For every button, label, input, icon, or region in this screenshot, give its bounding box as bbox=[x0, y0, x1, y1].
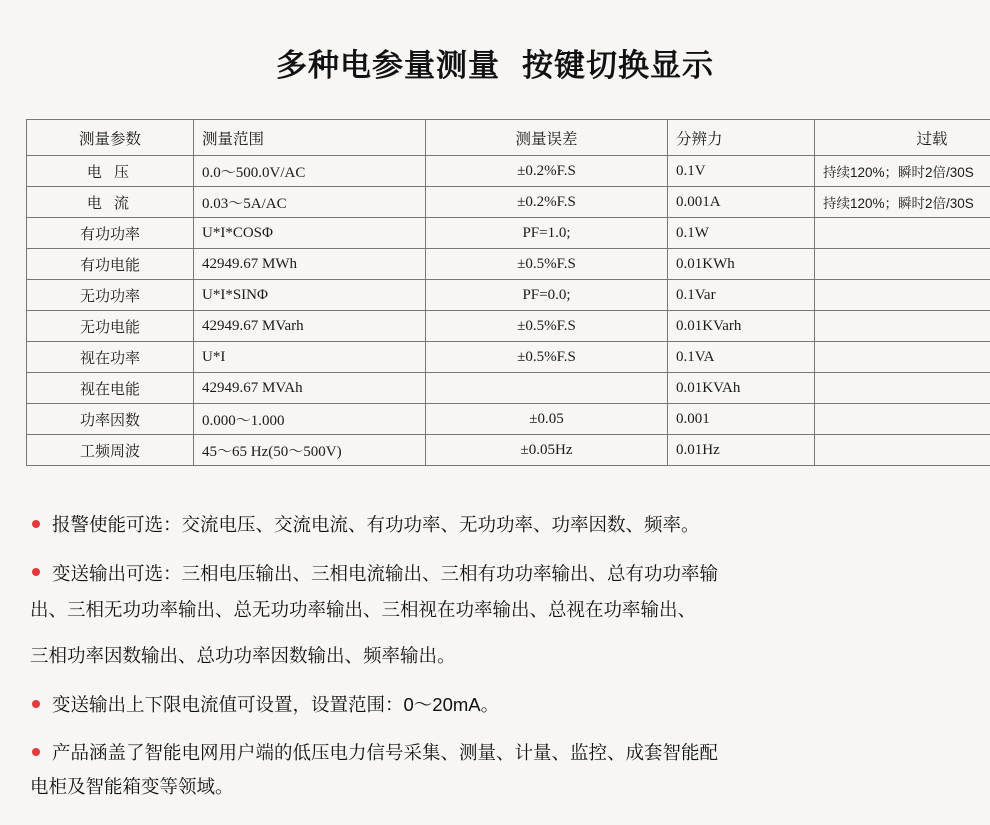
cell-range: U*I*SINΦ bbox=[194, 280, 426, 311]
bullet-line: 电柜及智能箱变等领域。 bbox=[30, 776, 234, 797]
table-row bbox=[27, 187, 990, 218]
cell-error: PF=0.0; bbox=[426, 280, 668, 311]
cell-resolution: 0.1V bbox=[668, 156, 815, 187]
cell-overload bbox=[815, 218, 990, 249]
bullet-dot-icon bbox=[32, 748, 40, 756]
cell-param: 无功电能 bbox=[27, 311, 194, 342]
cell-overload bbox=[815, 280, 990, 311]
table-header-row bbox=[27, 120, 990, 156]
bullet-dot-icon bbox=[32, 520, 40, 528]
table-row bbox=[27, 373, 990, 404]
bullet-line: 产品涵盖了智能电网用户端的低压电力信号采集、测量、计量、监控、成套智能配 bbox=[52, 742, 719, 763]
cell-overload: 持续120%；瞬时2倍/30S bbox=[815, 156, 990, 187]
cell-resolution: 0.1W bbox=[668, 218, 815, 249]
cell-error: ±0.5%F.S bbox=[426, 342, 668, 373]
cell-param: 工频周波 bbox=[27, 435, 194, 466]
table-row bbox=[27, 435, 990, 466]
table-row bbox=[27, 342, 990, 373]
cell-range: U*I*COSΦ bbox=[194, 218, 426, 249]
cell-resolution: 0.01KVAh bbox=[668, 373, 815, 404]
bullet-item bbox=[30, 736, 960, 804]
page-title-part1: 多种电参量测量 bbox=[276, 48, 500, 83]
cell-overload bbox=[815, 373, 990, 404]
bullet-item bbox=[30, 688, 960, 722]
column-header-param: 测量参数 bbox=[27, 120, 194, 156]
cell-range: 42949.67 MWh bbox=[194, 249, 426, 280]
cell-param: 视在电能 bbox=[27, 373, 194, 404]
table-row bbox=[27, 311, 990, 342]
cell-range: 42949.67 MVarh bbox=[194, 311, 426, 342]
cell-error: ±0.2%F.S bbox=[426, 156, 668, 187]
cell-resolution: 0.01KWh bbox=[668, 249, 815, 280]
cell-resolution: 0.001A bbox=[668, 187, 815, 218]
cell-param: 有功电能 bbox=[27, 249, 194, 280]
cell-error: ±0.5%F.S bbox=[426, 249, 668, 280]
cell-resolution: 0.1Var bbox=[668, 280, 815, 311]
page-title bbox=[0, 0, 990, 85]
cell-error: ±0.05Hz bbox=[426, 435, 668, 466]
cell-param: 功率因数 bbox=[27, 404, 194, 435]
cell-overload bbox=[815, 404, 990, 435]
cell-param: 电 压 bbox=[27, 156, 194, 187]
bullet-dot-icon bbox=[32, 700, 40, 708]
bullet-line: 变送输出上下限电流值可设置，设置范围：0～20mA。 bbox=[52, 694, 500, 715]
cell-range: 42949.67 MVAh bbox=[194, 373, 426, 404]
cell-resolution: 0.01KVarh bbox=[668, 311, 815, 342]
cell-error: ±0.2%F.S bbox=[426, 187, 668, 218]
bullet-line: 三相功率因数输出、总功功率因数输出、频率输出。 bbox=[30, 645, 456, 666]
column-header-resolution: 分辨力 bbox=[668, 120, 815, 156]
cell-range: 0.0～500.0V/AC bbox=[194, 156, 426, 187]
cell-resolution: 0.01Hz bbox=[668, 435, 815, 466]
cell-overload bbox=[815, 311, 990, 342]
cell-overload bbox=[815, 249, 990, 280]
cell-range: U*I bbox=[194, 342, 426, 373]
spec-table-head bbox=[27, 120, 990, 156]
cell-error bbox=[426, 373, 668, 404]
cell-overload: 持续120%；瞬时2倍/30S bbox=[815, 187, 990, 218]
spec-table-container bbox=[26, 119, 974, 466]
column-header-error: 测量误差 bbox=[426, 120, 668, 156]
table-row bbox=[27, 218, 990, 249]
spec-table-body bbox=[27, 156, 990, 466]
bullet-line: 出、三相无功功率输出、总无功功率输出、三相视在功率输出、总视在功率输出、 bbox=[30, 599, 697, 620]
cell-range: 45～65 Hz(50～500V) bbox=[194, 435, 426, 466]
bullet-list bbox=[30, 508, 960, 804]
spec-table bbox=[26, 119, 990, 466]
table-row bbox=[27, 249, 990, 280]
bullet-item bbox=[30, 556, 960, 674]
cell-error: PF=1.0; bbox=[426, 218, 668, 249]
cell-overload bbox=[815, 435, 990, 466]
cell-resolution: 0.001 bbox=[668, 404, 815, 435]
table-row bbox=[27, 404, 990, 435]
bullet-dot-icon bbox=[32, 568, 40, 576]
bullet-item bbox=[30, 508, 960, 542]
cell-range: 0.000～1.000 bbox=[194, 404, 426, 435]
cell-range: 0.03～5A/AC bbox=[194, 187, 426, 218]
page-title-part2: 按键切换显示 bbox=[522, 48, 714, 83]
bullet-line: 变送输出可选：三相电压输出、三相电流输出、三相有功功率输出、总有功功率输 bbox=[52, 563, 719, 584]
cell-param: 电 流 bbox=[27, 187, 194, 218]
column-header-overload: 过载 bbox=[815, 120, 990, 156]
cell-param: 有功功率 bbox=[27, 218, 194, 249]
cell-resolution: 0.1VA bbox=[668, 342, 815, 373]
cell-error: ±0.05 bbox=[426, 404, 668, 435]
bullet-line: 报警使能可选：交流电压、交流电流、有功功率、无功功率、功率因数、频率。 bbox=[52, 514, 700, 535]
table-row bbox=[27, 156, 990, 187]
cell-error: ±0.5%F.S bbox=[426, 311, 668, 342]
cell-param: 无功功率 bbox=[27, 280, 194, 311]
cell-overload bbox=[815, 342, 990, 373]
column-header-range: 测量范围 bbox=[194, 120, 426, 156]
cell-param: 视在功率 bbox=[27, 342, 194, 373]
table-row bbox=[27, 280, 990, 311]
